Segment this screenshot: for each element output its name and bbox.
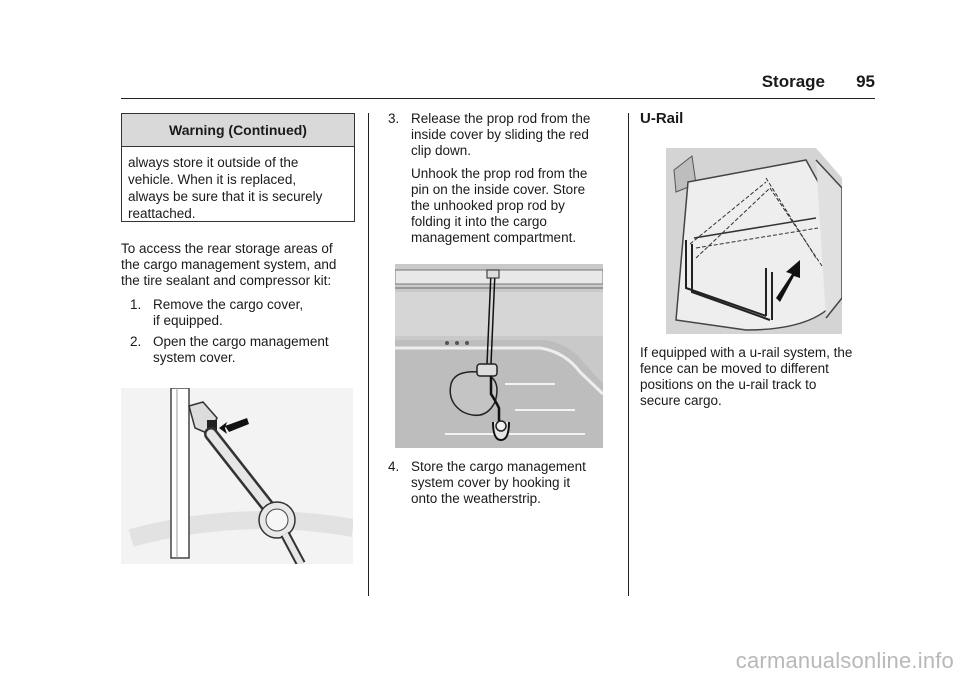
warning-line: vehicle. When it is replaced, [128, 172, 297, 187]
prop-rod-drawing [121, 388, 353, 564]
step-3-detail: Unhook the prop rod from the pin on the inside cover. Store the unhooked prop rod by folding it into the cargo management compartment. [411, 166, 588, 245]
warning-line: reattached. [128, 206, 196, 221]
step-number: 1. [130, 297, 142, 312]
intro-paragraph: To access the rear storage areas of the cargo management system, and the tire sealant and compressor kit: [121, 241, 337, 288]
watermark: carmanualsonline.info [735, 648, 954, 673]
section-title: Storage [761, 72, 825, 91]
warning-line: always store it outside of the [128, 155, 299, 170]
u-rail-illustration [666, 148, 842, 334]
warning-line: always be sure that it is securely [128, 189, 323, 204]
u-rail-heading: U-Rail [640, 110, 684, 127]
warning-box [121, 113, 355, 222]
u-rail-drawing [666, 148, 842, 334]
cover-pin-illustration [395, 264, 603, 448]
header-rule [121, 98, 875, 99]
step-number: 3. [388, 111, 400, 126]
column-divider-1 [368, 113, 369, 596]
warning-body [122, 147, 354, 222]
u-rail-paragraph: If equipped with a u-rail system, the fence can be moved to different positions on the u-rail track to secure cargo. [640, 345, 853, 408]
step-number: 2. [130, 334, 142, 349]
step-number: 4. [388, 459, 400, 474]
warning-heading: Warning (Continued) [122, 114, 354, 147]
prop-rod-illustration [121, 388, 353, 564]
page-header [121, 72, 875, 98]
page-number: 95 [856, 72, 875, 91]
cover-pin-drawing [395, 264, 603, 448]
